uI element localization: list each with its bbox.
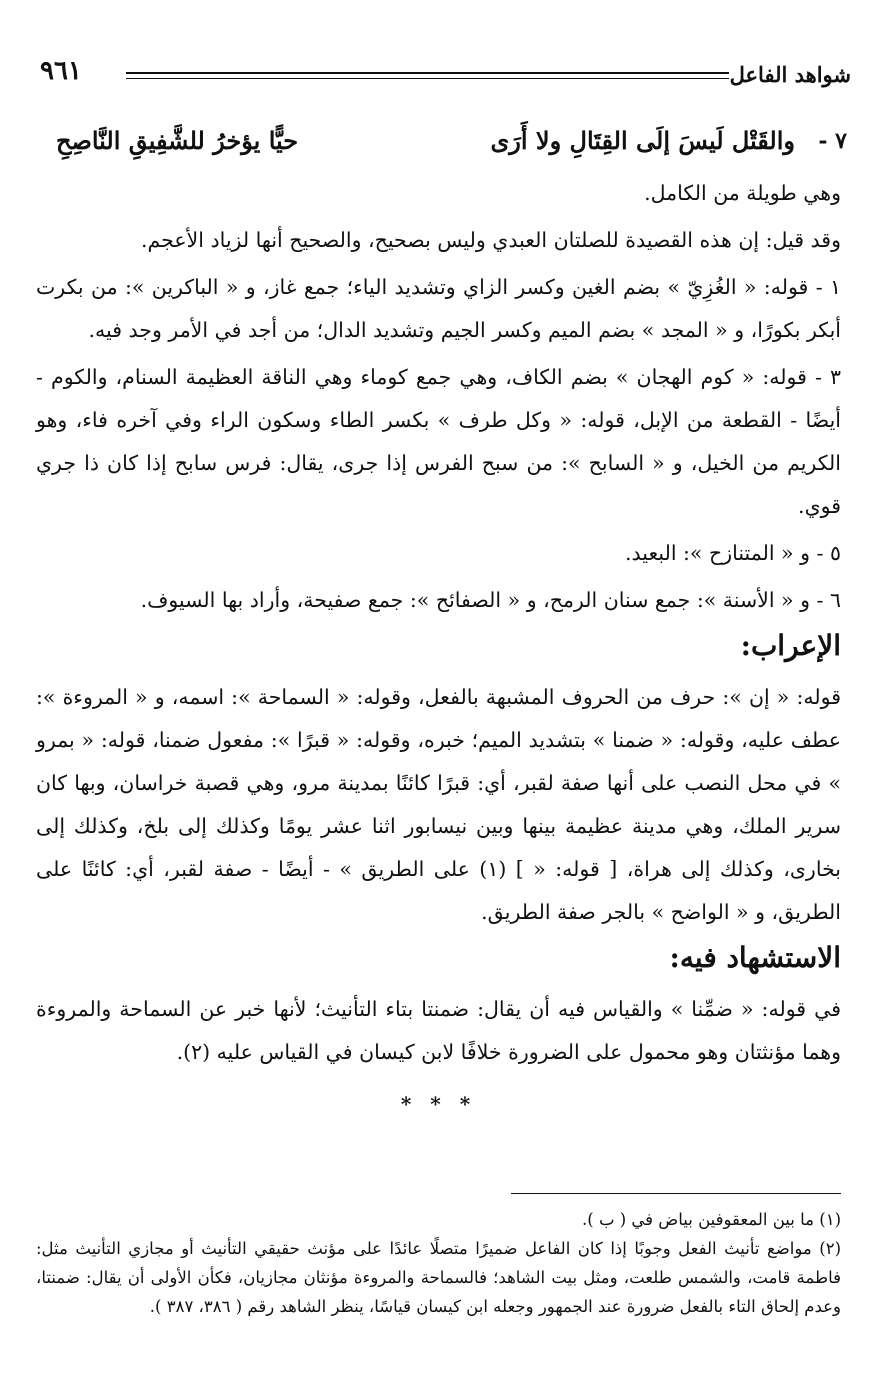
page-number: ٩٦١ [40,56,82,86]
vocab-note-6: ٦ - و « الأسنة »: جمع سنان الرمح، و « الصفائح »: جمع صفيحة، وأراد بها السيوف. [140,588,841,612]
main-text [36,122,847,1138]
running-title: شواهد الفاعل [729,62,851,87]
footnote-rule [511,1193,841,1194]
irab-heading: الإعراب: [740,629,841,662]
footnote-2: (٢) مواضع تأنيث الفعل وجوبًا إذا كان الفاعل ضميرًا متصلًا عائدًا على مؤنث حقيقي التأنيث أو مجازي التأنيث مثل: فاطمة قامت، والشمس طلعت، ومثل بيت الشاهد؛ فالسماحة والمروءة مؤنثان مجازيان، فكأن الأولى أن يقال: ضمنتا، وعدم إلحاق التاء بالفعل ضرورة عند الجمهور وجعله ابن كيسان قياسًا، ينظر الشاهد رقم ( ٣٨٦، ٣٨٧ ). [36,1239,841,1316]
page-header [28,56,863,96]
irab-paragraph: قوله: « إن »: حرف من الحروف المشبهة بالفعل، وقوله: « السماحة »: اسمه، و « المروءة »: عطف عليه، وقوله: « ضمنا » بتشديد الميم؛ خبره، وقوله: « قبرًا »: مفعول ضمنا، قوله: « بمرو » في محل النصب على أنها صفة لقبر، أي: قبرًا كائنًا بمدينة مرو، وهي قصبة خراسان، وبها كان سرير الملك، وهي مدينة عظيمة بينها وبين نيسابور اثنا عشر يومًا وكذلك إلى بلخ، وكذلك إلى بخارى، وكذلك إلى هراة، [ قوله: « ] (١) على الطريق » - أيضًا - صفة لقبر، أي: كائنًا على الطريق، و « الواضح » بالجر صفة الطريق. [36,685,842,924]
header-rule [126,72,729,79]
poetry-verse [36,122,847,170]
shahid-paragraph: في قوله: « ضمِّنا » والقياس فيه أن يقال: ضمنتا بتاء التأنيث؛ لأنها خبر عن السماحة والمروءة وهما مؤنثتان وهو محمول على الضرورة خلافًا لابن كيسان في القياس عليه (٢). [36,997,841,1064]
vocab-note-3: ٣ - قوله: « كوم الهجان » بضم الكاف، وهي جمع كوماء وهي الناقة العظيمة السنام، والكوم - أيضًا - القطعة من الإبل، قوله: « وكل طرف » بكسر الطاء وسكون الراء وفي آخره فاء، وهو الكريم من الخيل، و « السابح »: من سبح الفرس إذا جرى، يقال: فرس سابح إذا كان ذا جري قوي. [36,365,841,518]
vocab-note-5: ٥ - و « المتنازح »: البعيد. [625,541,841,565]
footnotes [36,1205,841,1321]
section-separator: * * * [400,1092,477,1116]
attribution-paragraph: وقد قيل: إن هذه القصيدة للصلتان العبدي وليس بصحيح، والصحيح أنها لزياد الأعجم. [140,228,841,252]
footnote-1: (١) ما بين المعقوفين بياض في ( ب ). [582,1210,841,1229]
vocab-note-1: ١ - قوله: « الغُزِيّ » بضم الغين وكسر الزاي وتشديد الياء؛ جمع غاز، و « الباكرين »: من بكرت أبكر بكورًا، و « المجد » بضم الميم وكسر الجيم وتشديد الدال؛ من أجد في الأمر وجد فيه. [36,275,841,342]
shahid-heading: الاستشهاد فيه: [669,941,841,974]
verse-first-hemistich: والقَتْل لَيسَ إلَى القِتَالِ ولا أَرَى [490,126,795,155]
verse-second-hemistich: حيًّا يؤخرُ للشَّفِيقِ النَّاصِحِ [56,126,299,155]
meter-note: وهي طويلة من الكامل. [644,181,841,205]
verse-number: ٧ - [818,128,847,154]
